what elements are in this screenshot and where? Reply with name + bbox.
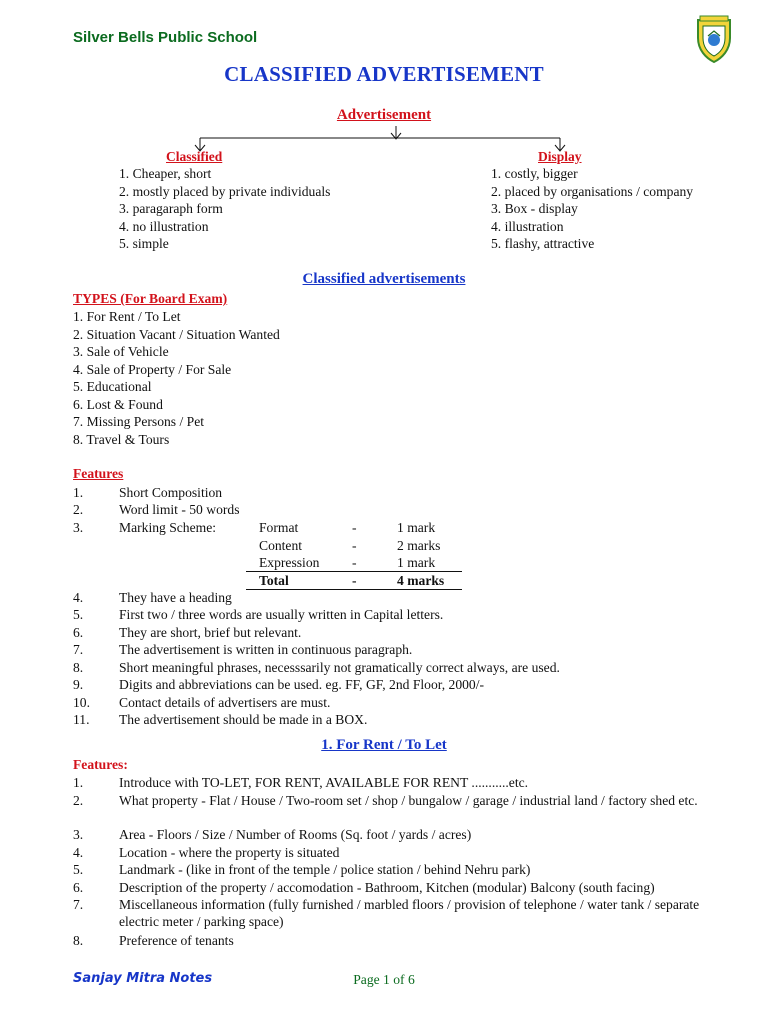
list-item: 4. Location - where the property is situated bbox=[73, 845, 340, 860]
list-item: 6. Lost & Found bbox=[73, 396, 163, 412]
list-item: 7. Miscellaneous information (fully furnished / marbled floors / provision of telephone / water tank / separate electric meter / parking space) bbox=[73, 897, 700, 929]
list-item: 8. Travel & Tours bbox=[73, 431, 170, 447]
category-tree-arrows bbox=[190, 126, 570, 152]
list-item: 7. Missing Persons / Pet bbox=[73, 414, 205, 429]
table-row: Format - 1 mark bbox=[259, 520, 436, 535]
list-item: 4. Sale of Property / For Sale bbox=[73, 361, 232, 377]
school-crest-logo bbox=[694, 14, 734, 64]
list-item: 2. Situation Vacant / Situation Wanted bbox=[73, 326, 280, 342]
list-item: 3. Sale of Vehicle bbox=[73, 344, 169, 359]
display-heading: Display bbox=[538, 149, 582, 164]
list-item: 5. simple bbox=[119, 236, 169, 251]
page-title: CLASSIFIED ADVERTISEMENT bbox=[224, 62, 544, 86]
list-item: 3. Area - Floors / Size / Number of Rooms (Sq. foot / yards / acres) bbox=[73, 827, 472, 842]
list-item: 4. illustration bbox=[491, 218, 564, 234]
list-item: 3. paragaraph form bbox=[119, 201, 223, 216]
school-name: Silver Bells Public School bbox=[73, 29, 258, 46]
types-heading: TYPES (For Board Exam) bbox=[73, 291, 228, 306]
list-item: 1. For Rent / To Let bbox=[73, 309, 181, 324]
page-number: Page 1 of 6 bbox=[353, 972, 415, 987]
marking-scheme-table bbox=[246, 519, 462, 589]
features-heading: Features bbox=[73, 466, 124, 481]
list-item: 2. placed by organisations / company bbox=[491, 183, 694, 199]
table-row: Content - 2 marks bbox=[259, 537, 441, 553]
list-item: 1. Cheaper, short bbox=[119, 166, 212, 181]
classified-heading: Classified bbox=[166, 149, 223, 164]
list-item: 6. Description of the property / accomodation - Bathroom, Kitchen (modular) Balcony (south facing) bbox=[73, 880, 655, 895]
table-row: Expression - 1 mark bbox=[259, 555, 436, 570]
classified-list bbox=[119, 165, 330, 253]
list-item: 2. What property - Flat / House / Two-room set / shop / bungalow / garage / industrial land / factory shed etc. bbox=[73, 793, 698, 808]
list-item: 1. costly, bigger bbox=[491, 166, 578, 181]
list-item: 5. flashy, attractive bbox=[491, 236, 595, 251]
classified-ads-heading: Classified advertisements bbox=[302, 271, 466, 287]
for-rent-heading: 1. For Rent / To Let bbox=[321, 737, 447, 753]
for-rent-features-heading: Features: bbox=[73, 757, 128, 772]
table-row-total: Total - 4 marks bbox=[259, 572, 445, 588]
total-divider-bottom bbox=[246, 589, 462, 590]
list-item: 2. mostly placed by private individuals bbox=[119, 183, 331, 199]
list-item: 1. Introduce with TO-LET, FOR RENT, AVAILABLE FOR RENT ...........etc. bbox=[73, 775, 529, 790]
list-item: 3. Box - display bbox=[491, 201, 578, 216]
list-item: 5. Landmark - (like in front of the temple / police station / behind Nehru park) bbox=[73, 862, 531, 877]
types-list bbox=[73, 308, 280, 448]
footer-notes-label: Sanjay Mitra Notes bbox=[73, 971, 213, 986]
list-item: 8. Preference of tenants bbox=[73, 933, 234, 948]
list-item: 5. Educational bbox=[73, 379, 152, 394]
advertisement-heading: Advertisement bbox=[336, 107, 432, 123]
list-item: 4. no illustration bbox=[119, 218, 209, 234]
total-divider-top bbox=[246, 571, 462, 572]
display-list bbox=[491, 165, 693, 253]
